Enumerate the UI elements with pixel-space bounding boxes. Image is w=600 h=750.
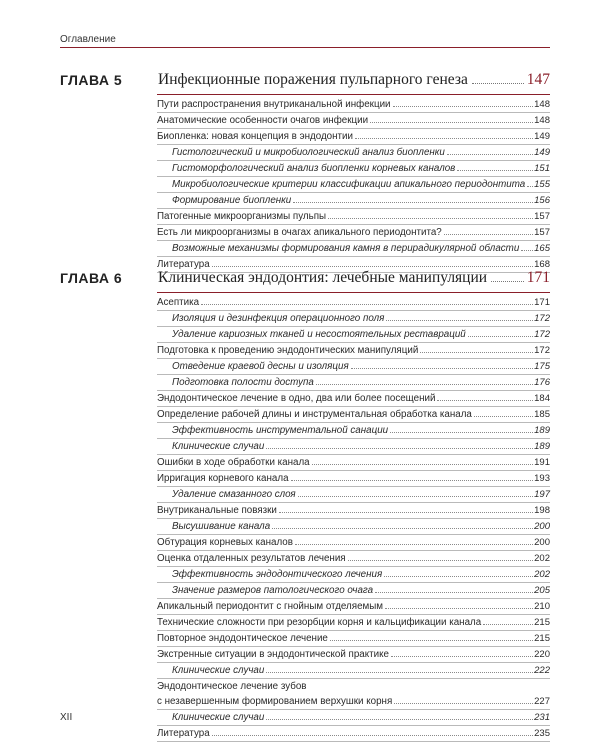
- dot-leader: [291, 480, 534, 481]
- toc-entry-page: 231: [534, 712, 550, 723]
- toc-entry-page: 148: [534, 115, 550, 126]
- chapter-label: ГЛАВА 5: [60, 72, 123, 88]
- dot-leader: [521, 250, 533, 251]
- toc-subentry[interactable]: [157, 161, 550, 177]
- dot-leader: [527, 186, 533, 187]
- toc-entry-page: 165: [534, 243, 550, 254]
- dot-leader: [491, 281, 524, 282]
- toc-entry-title: Гистологический и микробиологический анализ биопленки: [172, 147, 445, 158]
- toc-entry[interactable]: [157, 503, 550, 519]
- toc-entry-page: 155: [534, 179, 550, 190]
- dot-leader: [266, 719, 533, 720]
- chapter-page: 147: [526, 71, 550, 88]
- toc-subentry[interactable]: [157, 423, 550, 439]
- dot-leader: [385, 608, 533, 609]
- dot-leader: [298, 496, 533, 497]
- dot-leader: [351, 368, 533, 369]
- chapter-title-row[interactable]: [158, 269, 550, 287]
- toc-entry-title: Отведение краевой десны и изоляция: [172, 361, 349, 372]
- toc-entry-title: Эндодонтическое лечение зубов: [157, 681, 307, 692]
- toc-entry-title: Патогенные микроорганизмы пульпы: [157, 211, 327, 222]
- toc-subentry[interactable]: [157, 241, 550, 257]
- toc-entry-title: Литература: [157, 259, 210, 270]
- toc-entry-title: Подготовка к проведению эндодонтических манипуляций: [157, 345, 419, 356]
- toc-entry[interactable]: [157, 391, 550, 407]
- toc-entry[interactable]: [157, 551, 550, 567]
- dot-leader: [312, 464, 534, 465]
- dot-leader: [444, 234, 533, 235]
- top-rule: [60, 47, 550, 48]
- toc-subentry[interactable]: [157, 311, 550, 327]
- dot-leader: [457, 170, 533, 171]
- toc-entry[interactable]: [157, 343, 550, 359]
- toc-entry-title: Клинические случаи: [172, 712, 265, 723]
- dot-leader: [348, 560, 534, 561]
- chapter-title-row[interactable]: [158, 71, 550, 89]
- dot-leader: [384, 576, 533, 577]
- toc-entry-page: 176: [534, 377, 550, 388]
- toc-subentry[interactable]: [157, 375, 550, 391]
- dot-leader: [266, 672, 533, 673]
- toc-entry-page: 149: [534, 147, 550, 158]
- toc-entry-title: Ирригация корневого канала: [157, 473, 289, 484]
- toc-entry-page: 202: [534, 553, 550, 564]
- toc-entry-page: 235: [534, 728, 550, 739]
- dot-leader: [483, 624, 533, 625]
- dot-leader: [212, 735, 533, 736]
- toc-entry-title: Изоляция и дезинфекция операционного поля: [172, 313, 385, 324]
- toc-entry-page: 215: [534, 633, 550, 644]
- toc-entry-title: Микробиологические критерии классификации апикального периодонтита: [172, 179, 526, 190]
- toc-subentry[interactable]: [157, 439, 550, 455]
- toc-entry-page: 205: [534, 585, 550, 596]
- toc-entry-title: Анатомические особенности очагов инфекции: [157, 115, 369, 126]
- dot-leader: [201, 304, 533, 305]
- toc-entry-page: 215: [534, 617, 550, 628]
- dot-leader: [212, 266, 533, 267]
- toc-entry-title: Гистоморфологический анализ биопленки корневых каналов: [172, 163, 456, 174]
- toc-entry[interactable]: [157, 455, 550, 471]
- toc-entry-title: Апикальный периодонтит с гнойным отделяемым: [157, 601, 384, 612]
- toc-entry-title: Есть ли микроорганизмы в очагах апикального периодонтита?: [157, 227, 442, 238]
- toc-entry-title: Ошибки в ходе обработки канала: [157, 457, 310, 468]
- toc-entry-title: Формирование биопленки: [172, 195, 292, 206]
- toc-entry-title: Обтурация корневых каналов: [157, 537, 293, 548]
- toc-entry-page: 157: [534, 211, 550, 222]
- toc-subentry[interactable]: [157, 359, 550, 375]
- dot-leader: [370, 122, 533, 123]
- toc-entry-page: 156: [534, 195, 550, 206]
- toc-entry-page: 202: [534, 569, 550, 580]
- toc-entry-title: Экстренные ситуации в эндодонтической практике: [157, 649, 389, 660]
- toc-entry-title: Высушивание канала: [172, 521, 271, 532]
- dot-leader: [272, 528, 533, 529]
- page-number: XII: [60, 712, 73, 723]
- dot-leader: [394, 703, 533, 704]
- dot-leader: [330, 640, 533, 641]
- toc-entry[interactable]: [157, 97, 550, 113]
- toc-entry-page: 189: [534, 425, 550, 436]
- toc-entry-page: 198: [534, 505, 550, 516]
- dot-leader: [447, 154, 533, 155]
- toc-subentry[interactable]: [157, 663, 550, 679]
- toc-subentry[interactable]: [157, 710, 550, 726]
- toc-entry[interactable]: [157, 209, 550, 225]
- toc-entry-title: Подготовка полости доступа: [172, 377, 314, 388]
- toc-entry-title: Эффективность эндодонтического лечения: [172, 569, 383, 580]
- toc-entry-page: 151: [534, 163, 550, 174]
- toc-entry-page: 193: [534, 473, 550, 484]
- toc-subentry[interactable]: [157, 145, 550, 161]
- toc-entry-page: 227: [534, 696, 550, 707]
- toc-entry[interactable]: [157, 295, 550, 311]
- toc-entry-page: 168: [534, 259, 550, 270]
- toc-entry-page: 175: [534, 361, 550, 372]
- chapter-rule: [157, 292, 550, 293]
- toc-entry[interactable]: [157, 615, 550, 631]
- toc-entry-page: 171: [534, 297, 550, 308]
- toc-subentry[interactable]: [157, 519, 550, 535]
- dot-leader: [279, 512, 533, 513]
- toc-entry-title: Возможные механизмы формирования камня в перирадикулярной области: [172, 243, 520, 254]
- toc-entry-page: 222: [534, 665, 550, 676]
- chapter-rule: [157, 94, 550, 95]
- dot-leader: [266, 448, 533, 449]
- toc-entry-title: Удаление смазанного слоя: [172, 489, 296, 500]
- chapter-title: Инфекционные поражения пульпарного генеза: [158, 71, 468, 88]
- toc-entry-title: Повторное эндодонтическое лечение: [157, 633, 328, 644]
- toc-entry-title: Эндодонтическое лечение в одно, два или более посещений: [157, 393, 436, 404]
- dot-leader: [390, 432, 533, 433]
- toc-entry[interactable]: [157, 726, 550, 742]
- chapter-6-heading: [60, 270, 550, 292]
- chapter-5-heading: [60, 72, 550, 94]
- toc-entry-title: с незавершенным формированием верхушки корня: [157, 696, 393, 707]
- toc-entry-title: Оценка отдаленных результатов лечения: [157, 553, 346, 564]
- toc-entry[interactable]: [157, 599, 550, 615]
- toc-entry-title: Асептика: [157, 297, 200, 308]
- dot-leader: [472, 83, 524, 84]
- dot-leader: [355, 138, 533, 139]
- toc-subentry[interactable]: [157, 193, 550, 209]
- dot-leader: [316, 384, 533, 385]
- chapter-5-toc: [157, 97, 550, 273]
- toc-entry-title: Пути распространения внутриканальной инфекции: [157, 99, 391, 110]
- toc-entry-title: Внутриканальные повязки: [157, 505, 277, 516]
- dot-leader: [293, 202, 533, 203]
- toc-entry-title: Клинические случаи: [172, 441, 265, 452]
- toc-subentry[interactable]: [157, 327, 550, 343]
- toc-entry-page: 220: [534, 649, 550, 660]
- toc-entry-page: 200: [534, 537, 550, 548]
- toc-entry-title: Литература: [157, 728, 210, 739]
- running-head: Оглавление: [60, 34, 116, 45]
- chapter-label: ГЛАВА 6: [60, 270, 123, 286]
- toc-entry-page: 172: [534, 345, 550, 356]
- dot-leader: [393, 106, 534, 107]
- toc-subentry[interactable]: [157, 583, 550, 599]
- dot-leader: [375, 592, 533, 593]
- toc-entry[interactable]: [157, 407, 550, 423]
- toc-entry[interactable]: [157, 631, 550, 647]
- toc-entry-page: 200: [534, 521, 550, 532]
- toc-entry-page: 149: [534, 131, 550, 142]
- toc-entry-title: Клинические случаи: [172, 665, 265, 676]
- toc-entry[interactable]: [157, 113, 550, 129]
- toc-entry-title: Биопленка: новая концепция в эндодонтии: [157, 131, 353, 142]
- dot-leader: [468, 336, 533, 337]
- toc-entry[interactable]: [157, 225, 550, 241]
- toc-entry-page: 197: [534, 489, 550, 500]
- chapter-6-toc: [157, 295, 550, 742]
- toc-subentry[interactable]: [157, 567, 550, 583]
- toc-entry[interactable]: [157, 694, 550, 710]
- toc-entry-title: Значение размеров патологического очага: [172, 585, 374, 596]
- toc-entry-page: 148: [534, 99, 550, 110]
- dot-leader: [328, 218, 533, 219]
- toc-entry[interactable]: [157, 679, 550, 694]
- dot-leader: [391, 656, 533, 657]
- toc-entry-page: 172: [534, 313, 550, 324]
- toc-entry-page: 189: [534, 441, 550, 452]
- toc-entry-title: Определение рабочей длины и инструментальная обработка канала: [157, 409, 472, 420]
- toc-entry-page: 185: [534, 409, 550, 420]
- toc-entry[interactable]: [157, 471, 550, 487]
- toc-entry[interactable]: [157, 129, 550, 145]
- toc-subentry[interactable]: [157, 177, 550, 193]
- toc-entry-page: 191: [534, 457, 550, 468]
- toc-entry-title: Эффективность инструментальной санации: [172, 425, 389, 436]
- dot-leader: [474, 416, 533, 417]
- toc-entry[interactable]: [157, 535, 550, 551]
- toc-entry-page: 172: [534, 329, 550, 340]
- dot-leader: [295, 544, 533, 545]
- toc-entry-page: 157: [534, 227, 550, 238]
- toc-subentry[interactable]: [157, 487, 550, 503]
- dot-leader: [386, 320, 533, 321]
- toc-entry[interactable]: [157, 647, 550, 663]
- dot-leader: [437, 400, 533, 401]
- toc-entry-title: Удаление кариозных тканей и несостоятельных реставраций: [172, 329, 466, 340]
- toc-entry-page: 184: [534, 393, 550, 404]
- dot-leader: [420, 352, 533, 353]
- chapter-title: Клиническая эндодонтия: лечебные манипуляции: [158, 269, 488, 286]
- toc-entry-page: 210: [534, 601, 550, 612]
- toc-entry-title: Технические сложности при резорбции корня и кальцификации канала: [157, 617, 482, 628]
- chapter-page: 171: [526, 269, 550, 286]
